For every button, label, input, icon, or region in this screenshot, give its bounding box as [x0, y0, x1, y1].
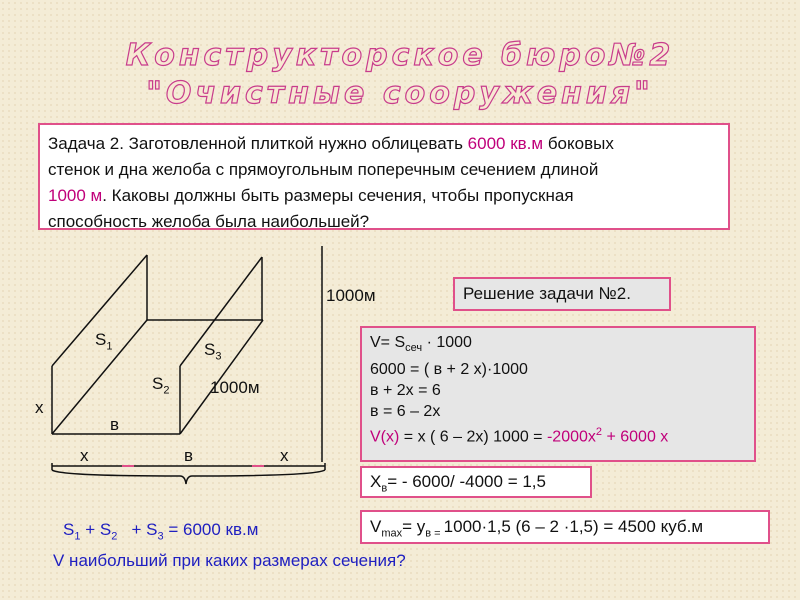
task-text-1: Заготовленной плиткой нужно облицевать: [123, 134, 468, 153]
label-x-left: x: [35, 398, 44, 417]
vmax-box: $V_{max}= у_{в =}$ 1000·1,5 (6 – 2 ·1,5) = 4500 куб.м: [360, 510, 770, 544]
task-text-3: . Каковы должны быть размеры сечения, чтобы пропускная: [102, 186, 574, 205]
equation-4: в = 6 – 2x: [370, 403, 441, 421]
equation-1: $V= S_{сеч} \cdot 1000$: [370, 334, 472, 355]
task-line-2: стенок и дна желоба с прямоугольным поперечным сечением длиной: [48, 160, 599, 179]
label-s1: $S_1$: [95, 330, 113, 353]
equation-5: V(x) = x ( 6 – 2x) $1000 = -2000x^2 + 6000$ x: [370, 426, 669, 446]
task-area: 6000 кв.м: [467, 134, 544, 153]
task-text-2: боковых: [543, 134, 614, 153]
question-text: V наибольший при каких размерах сечения?: [53, 551, 406, 570]
title-line-2: "Очистные сооружения": [146, 76, 654, 111]
dim-label-b: в: [184, 446, 194, 465]
dim-label-x1: x: [80, 446, 89, 465]
label-s2: $S_2$: [152, 374, 170, 397]
dim-brace: [52, 470, 325, 484]
label-s3: $S_3$: [204, 340, 222, 363]
vertex-x-box: $X_в= - 6000/$ -4000 = 1,5: [360, 466, 592, 498]
label-length-mid: 1000м: [210, 378, 260, 397]
title-line-1: Конструкторское бюро№2: [125, 38, 675, 73]
task-line-4: способность желоба была наибольшей?: [48, 212, 370, 231]
area-sum: $S_1 + S_2 + S_3 = 6000$ кв.м: [63, 520, 259, 543]
label-b-bottom: в: [110, 415, 120, 434]
task-length: 1000 м: [48, 186, 103, 205]
task-prefix: Задача 2.: [48, 134, 124, 153]
dim-label-x2: x: [280, 446, 289, 465]
equation-2: 6000 = ( в + 2 x)·1000: [370, 361, 528, 379]
label-length-top: 1000м: [326, 286, 376, 305]
bottom-right-edge: [180, 320, 263, 434]
solution-heading: Решение задачи №2.: [453, 277, 671, 311]
equation-3: в + 2x = 6: [370, 382, 441, 400]
equations-box: [360, 326, 756, 462]
